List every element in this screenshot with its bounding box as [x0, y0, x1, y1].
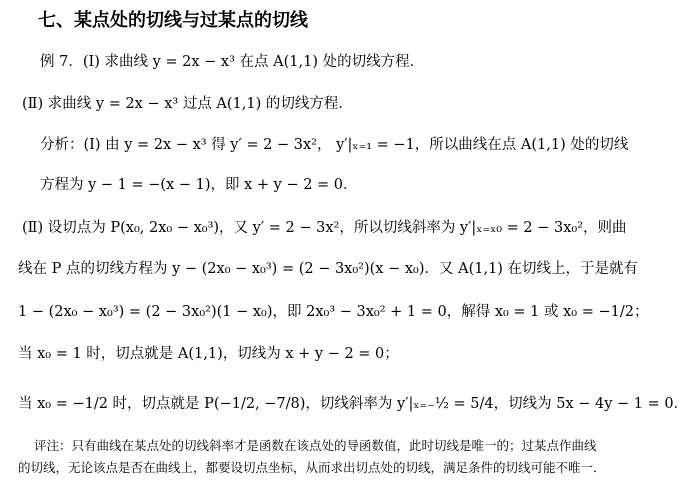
- remark-line-2: 的切线，无论该点是否在曲线上，都要设切点坐标，从而求出切点处的切线，满足条件的切线可能不唯一．: [18, 460, 606, 475]
- solution-line-1: (Ⅱ) 设切点为 P(x₀, 2x₀ − x₀³)，又 y′ = 2 − 3x²，所以切线斜率为 y′|ₓ₌ₓ₀ = 2 − 3x₀²，则曲: [22, 220, 627, 236]
- case-2-line: 当 x₀ = −1/2 时，切点就是 P(−1/2, −7/8)，切线斜率为 y′|ₓ₌₋½ = 5/4，切线为 5x − 4y − 1 = 0．: [18, 396, 688, 412]
- remark-line-1: 评注：只有曲线在某点处的切线斜率才是函数在该点处的导函数值，此时切线是唯一的；过某点作曲线: [34, 438, 597, 453]
- example-part-1: 例 7．(Ⅰ) 求曲线 y = 2x − x³ 在点 A(1,1) 处的切线方程．: [40, 54, 425, 70]
- solution-line-3: 1 − (2x₀ − x₀³) = (2 − 3x₀²)(1 − x₀)，即 2x₀³ − 3x₀² + 1 = 0，解得 x₀ = 1 或 x₀ = −1/2；: [18, 304, 649, 320]
- solution-line-2: 线在 P 点的切线方程为 y − (2x₀ − x₀³) = (2 − 3x₀²)(x − x₀)．又 A(1,1) 在切线上，于是就有: [18, 261, 639, 277]
- analysis-line-1: 分析：(Ⅰ) 由 y = 2x − x³ 得 y′ = 2 − 3x²， y′|ₓ₌₁ = −1，所以曲线在点 A(1,1) 处的切线: [40, 137, 629, 153]
- analysis-line-2: 方程为 y − 1 = −(x − 1)，即 x + y − 2 = 0．: [40, 177, 358, 193]
- case-1-line: 当 x₀ = 1 时，切点就是 A(1,1)，切线为 x + y − 2 = 0；: [18, 346, 399, 362]
- section-title: 七、某点处的切线与过某点的切线: [38, 10, 308, 31]
- example-part-2: (Ⅱ) 求曲线 y = 2x − x³ 过点 A(1,1) 的切线方程．: [22, 96, 353, 112]
